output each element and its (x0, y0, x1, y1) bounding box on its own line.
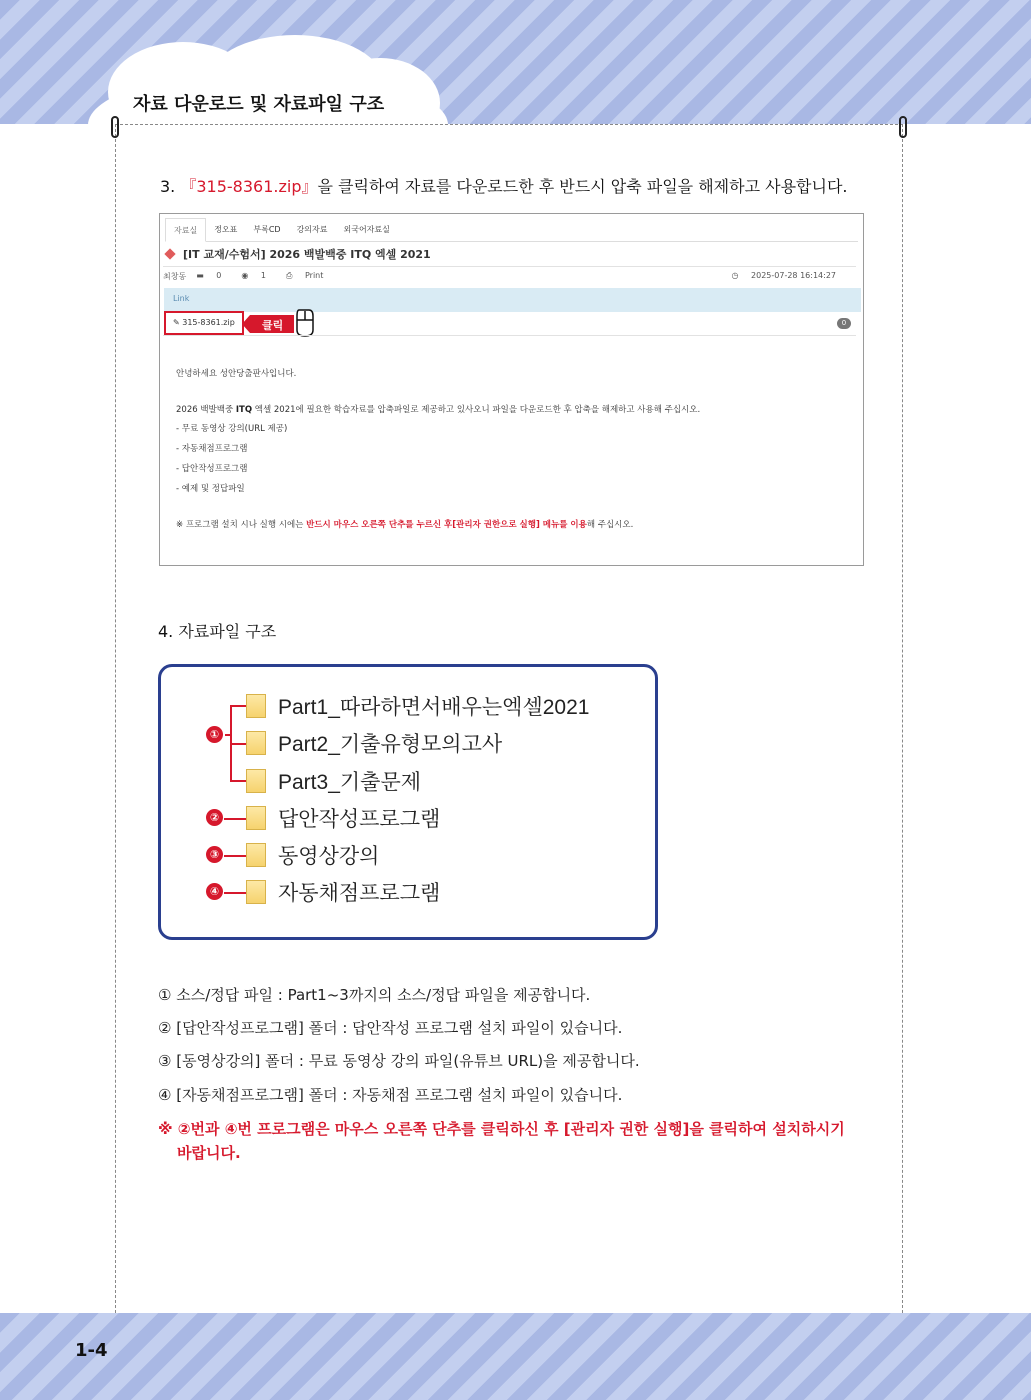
folder-label: 동영상강의 (278, 845, 380, 868)
body-list-item: - 답안작성프로그램 (176, 464, 248, 474)
print-label: Print (304, 271, 324, 280)
step3-text: 을 클릭하여 자료를 다운로드한 후 반드시 압축 파일을 해제하고 사용합니다. (317, 177, 848, 196)
body-list-item: - 예제 및 정답파일 (176, 484, 245, 494)
comment-count-value: 0 (216, 271, 222, 280)
warning-line: 바랍니다. (177, 1144, 241, 1162)
diamond-icon (164, 248, 175, 259)
body-intro (176, 403, 700, 415)
intro-text: 2026 백발백중 (176, 405, 236, 415)
step3-filename: 『315-8361.zip』 (180, 177, 318, 196)
folder-item[interactable] (246, 691, 589, 721)
body-warning (176, 518, 633, 530)
folder-label: 자동채점프로그램 (278, 882, 441, 905)
connector-line (224, 855, 246, 857)
body-list-item: - 무료 동영상 강의(URL 제공) (176, 424, 288, 434)
tab-errata[interactable]: 정오표 (214, 225, 238, 234)
intro-text: 엑셀 2021에 필요한 학습자료를 압축파일로 제공하고 있사오니 파일을 다운로드한 후 압축을 해제하고 사용해 주십시오. (252, 405, 701, 415)
step4-heading: 4. 자료파일 구조 (158, 622, 277, 641)
file-download-link[interactable] (164, 311, 244, 335)
folder-icon (246, 806, 266, 830)
page-number: 1-4 (75, 1340, 108, 1361)
folder-item[interactable] (246, 766, 421, 796)
folder-icon (246, 843, 266, 867)
install-warning (158, 1117, 845, 1165)
post-date-value: 2025-07-28 16:14:27 (751, 271, 836, 280)
board-screenshot (159, 213, 864, 566)
step3-heading (160, 174, 847, 197)
folder-icon (246, 731, 266, 755)
body-greeting: 안녕하세요 성안당출판사입니다. (176, 369, 297, 379)
note-item: ④ [자동채점프로그램] 폴더 : 자동채점 프로그램 설치 파일이 있습니다. (158, 1086, 623, 1104)
comment-icon: ▬ (196, 271, 204, 280)
divider (163, 335, 856, 336)
tab-lecture[interactable]: 강의자료 (296, 225, 328, 234)
folder-label: Part1_따라하면서배우는엑셀2021 (278, 696, 590, 719)
print-link[interactable] (286, 271, 333, 282)
connector-line (230, 705, 246, 707)
tab-archive[interactable]: 자료실 (165, 218, 206, 242)
warning-line: ※ ②번과 ④번 프로그램은 마우스 오른쪽 단추를 클릭하신 후 [관리자 권한 실행]을 클릭하여 설치하시기 (158, 1120, 845, 1138)
bottom-decorative-band (0, 1313, 1031, 1400)
link-bar: Link (164, 288, 861, 312)
tab-appendix-cd[interactable]: 부록CD (253, 225, 281, 234)
step3-prefix: 3. (160, 177, 181, 196)
folder-label: Part3_기출문제 (278, 771, 422, 794)
marker-2: ② (206, 809, 223, 826)
attachment-icon: ✎ (173, 318, 180, 327)
folder-structure-panel (158, 664, 658, 940)
connector-line (224, 892, 246, 894)
click-callout: 클릭 (250, 315, 294, 333)
intro-bold: ITQ (235, 405, 253, 415)
connector-line (230, 743, 246, 745)
folder-icon (246, 880, 266, 904)
marker-4: ④ (206, 883, 223, 900)
warning-text: ※ 프로그램 설치 시나 실행 시에는 (176, 520, 307, 530)
comment-count (196, 271, 231, 282)
body-list-item: - 자동채점프로그램 (176, 444, 248, 454)
clock-icon: ◷ (731, 271, 739, 280)
file-name: 315-8361.zip (182, 318, 235, 327)
folder-item[interactable] (246, 877, 440, 907)
warning-emphasis: 반드시 마우스 오른쪽 단추를 누르신 후[관리자 권한으로 실행] 메뉴를 이용 (306, 520, 587, 530)
folder-icon (246, 694, 266, 718)
folder-item[interactable] (246, 728, 502, 758)
folder-item[interactable] (246, 840, 379, 870)
connector-line (224, 818, 246, 820)
file-count-badge: 0 (837, 318, 851, 329)
author: 최창동 (163, 272, 187, 281)
mouse-cursor-icon (295, 308, 315, 338)
marker-1: ① (206, 726, 223, 743)
divider (163, 266, 856, 267)
marker-3: ③ (206, 846, 223, 863)
eye-icon: ◉ (241, 271, 249, 280)
pin-icon (110, 116, 120, 138)
note-item: ② [답안작성프로그램] 폴더 : 답안작성 프로그램 설치 파일이 있습니다. (158, 1019, 623, 1037)
folder-label: Part2_기출유형모의고사 (278, 733, 503, 756)
folder-label: 답안작성프로그램 (278, 808, 441, 831)
view-count (241, 271, 276, 282)
note-item: ③ [동영상강의] 폴더 : 무료 동영상 강의 파일(유튜브 URL)을 제공합니다. (158, 1052, 640, 1070)
post-date (732, 271, 847, 280)
pin-icon (898, 116, 908, 138)
view-count-value: 1 (260, 271, 267, 280)
post-title (166, 246, 431, 262)
tab-foreign-language[interactable]: 외국어자료실 (343, 225, 390, 234)
note-item: ① 소스/정답 파일 : Part1~3까지의 소스/정답 파일을 제공합니다. (158, 986, 591, 1004)
board-tabs (165, 218, 858, 242)
connector-line (225, 734, 231, 736)
connector-line (230, 780, 246, 782)
post-meta (163, 271, 856, 282)
folder-icon (246, 769, 266, 793)
print-icon: ⎙ (286, 271, 293, 280)
post-title-text: [IT 교재/수험서] 2026 백발백중 ITQ 엑셀 2021 (183, 248, 431, 261)
section-title: 자료 다운로드 및 자료파일 구조 (133, 94, 385, 115)
warning-text: 해 주십시오. (586, 520, 634, 530)
folder-item[interactable] (246, 803, 440, 833)
